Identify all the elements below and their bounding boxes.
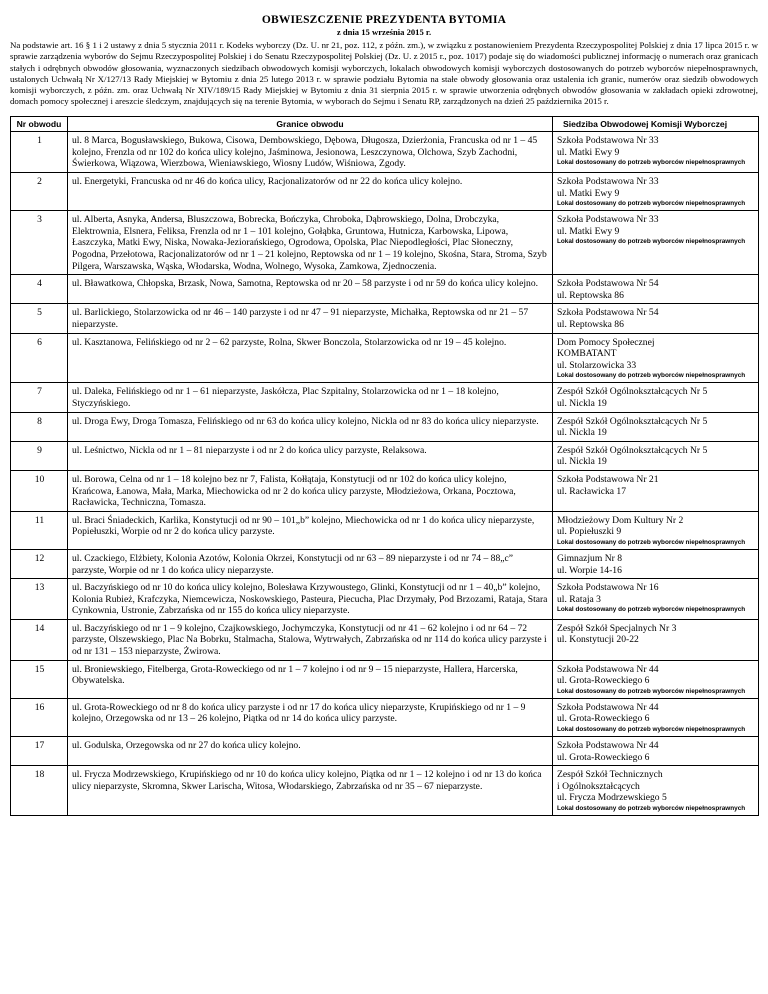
commission-seat	[553, 698, 759, 736]
commission-seat-address: Zespół Szkół Ogólnokształcących Nr 5 ul. Nickla 19	[557, 444, 708, 468]
accessibility-note: Lokal dostosowany do potrzeb wyborców niepełnosprawnych	[557, 726, 746, 734]
district-number: 15	[11, 660, 68, 698]
district-boundaries: ul. Broniewskiego, Fitelberga, Grota-Roweckiego od nr 1 – 7 kolejno i od nr 9 – 15 nieparzyste, Hallera, Harcerska, Obywatelska.	[68, 660, 553, 698]
district-number: 13	[11, 579, 68, 620]
commission-seat-address: Zespół Szkół Technicznych i Ogólnokształcących ul. Frycza Modrzewskiego 5	[557, 769, 667, 804]
accessibility-note: Lokal dostosowany do potrzeb wyborców niepełnosprawnych	[557, 372, 746, 380]
commission-seat	[553, 441, 759, 470]
district-boundaries: ul. Barlickiego, Stolarzowicka od nr 46 – 140 parzyste i od nr 47 – 91 nieparzyste, Michałka, Reptowska od nr 21 – 57 nieparzyste.	[68, 304, 553, 333]
district-boundaries: ul. Frycza Modrzewskiego, Krupińskiego od nr 10 do końca ulicy kolejno, Piątka od nr 1 – 12 kolejno i od nr 13 do końca ulicy nieparzyste, Skromna, Skwer Larischa, Witosa, Włodarskiego, Zabrzańska od nr 35 – 67 nieparzyste.	[68, 766, 553, 816]
commission-seat-address: Szkoła Podstawowa Nr 44 ul. Grota-Roweckiego 6	[557, 740, 659, 763]
district-number: 14	[11, 619, 68, 660]
table-row	[11, 173, 759, 211]
commission-seat	[553, 660, 759, 698]
district-boundaries: ul. Grota-Roweckiego od nr 8 do końca ulicy parzyste i od nr 17 do końca ulicy nieparzyste, Krupińskiego od nr 1 – 9 kolejno, Orzegowska od nr 13 – 26 kolejno, Piątka od nr 14 do końca ulicy parzyste.	[68, 698, 553, 736]
commission-seat-address: Zespół Szkół Specjalnych Nr 3 ul. Konstytucji 20-22	[557, 622, 677, 646]
district-boundaries: ul. Czackiego, Elżbiety, Kolonia Azotów, Kolonia Okrzei, Konstytucji od nr 63 – 89 nieparzyste i od nr 74 – 88„c” parzyste, Worpie od nr 1 do końca ulicy nieparzyste.	[68, 549, 553, 578]
commission-seat	[553, 766, 759, 816]
commission-seat	[553, 132, 759, 173]
commission-seat	[553, 579, 759, 620]
district-number: 10	[11, 470, 68, 511]
district-boundaries: ul. 8 Marca, Bogusławskiego, Bukowa, Cisowa, Dembowskiego, Dębowa, Długosza, Dzierżonia, Francuska od nr 1 – 45 kolejno, Frenzla od nr 102 do końca ulicy kolejno, Jaśminowa, Jesionowa, Leszczynowa, Olchowa, Szyb Zachodni, Świerkowa, Wiązowa, Wierzbowa, Wieniawskiego, Wiosny Ludów, Wiśniowa, Zgody.	[68, 132, 553, 173]
accessibility-note: Lokal dostosowany do potrzeb wyborców niepełnosprawnych	[557, 200, 746, 208]
district-number: 4	[11, 275, 68, 304]
commission-seat-address: Gimnazjum Nr 8 ul. Worpie 14-16	[557, 552, 623, 576]
accessibility-note: Lokal dostosowany do potrzeb wyborców niepełnosprawnych	[557, 238, 746, 246]
district-number: 17	[11, 737, 68, 766]
table-row	[11, 737, 759, 766]
district-boundaries: ul. Droga Ewy, Droga Tomasza, Felińskiego od nr 63 do końca ulicy kolejno, Nickla od nr 83 do końca ulicy nieparzyste.	[68, 412, 553, 441]
intro-paragraph: Na podstawie art. 16 § 1 i 2 ustawy z dnia 5 stycznia 2011 r. Kodeks wyborczy (Dz. U. nr 21, poz. 112, z późn. zm.), w związku z postanowieniem Prezydenta Rzeczypospolitej Polskiej z dnia 17 lipca 2015 r. w sprawie zarządzenia wyborów do Sejmu Rzeczypospolitej Polskiej i do Senatu Rzeczypospolitej Polskiej (Dz. U. z 2015 r., poz. 1017) podaje się do wiadomości publicznej informację o numerach oraz granicach stałych i odrębnych obwodów głosowania, wyznaczonych siedzibach obwodowych komisji wyborczych, lokalach obwodowych komisji wyborczych dostosowanych do potrzeb wyborców niepełnosprawnych, ustalonych Uchwałą Nr X/127/13 Rady Miejskiej w Bytomiu z dnia 25 lutego 2013 r. w sprawie podziału Bytomia na stałe obwody głosowania oraz ustalenia ich granic, numerów oraz siedzib obwodowych komisji wyborczych, z późn. zm. oraz Uchwałą Nr XIV/189/15 Rady Miejskiej w Bytomiu z dnia 31 sierpnia 2015 r. w sprawie utworzenia odrębnych obwodów głosowania w zakładach opieki zdrowotnej, domach pomocy społecznej i areszcie śledczym, znajdujących się na terenie Bytomia, w wyborach do Sejmu i Senatu RP, zarządzonych na dzień 25 października 2015 r.	[10, 40, 758, 107]
district-number: 18	[11, 766, 68, 816]
district-boundaries: ul. Baczyńskiego od nr 1 – 9 kolejno, Czajkowskiego, Jochymczyka, Konstytucji od nr 41 – 62 kolejno i od nr 64 – 72 parzyste, Olszewskiego, Plac Na Bobrku, Stalmacha, Stalowa, Wytrwałych, Zabrzańska od nr 114 do końca ulicy parzyste i od nr 131 – 153 nieparzyste, Żwirowa.	[68, 619, 553, 660]
document-title: OBWIESZCZENIE PREZYDENTA BYTOMIA	[261, 14, 507, 26]
accessibility-note: Lokal dostosowany do potrzeb wyborców niepełnosprawnych	[557, 687, 746, 695]
table-row	[11, 304, 759, 333]
accessibility-note: Lokal dostosowany do potrzeb wyborców niepełnosprawnych	[557, 538, 746, 546]
district-boundaries: ul. Alberta, Asnyka, Andersa, Bluszczowa, Bobrecka, Bończyka, Chroboka, Dąbrowskiego, Dolna, Drobczyka, Elektrownia, Elsnera, Feliksa, Frenzla od nr 1 – 101 kolejno, Gołąbka, Gruntowa, Hutnicza, Karbowska, Lipowa, Łaszczyka, Matki Ewy, Niska, Nowaka-Jeziorańskiego, Ogrodowa, Opolska, Plac Niepodległości, Plac Słoneczny, Pogodna, Przełotowa, Racjonalizatorów od nr 1 – 21 kolejno, Reptowska od nr 1 – 19 kolejno, Skośna, Stara, Stroma, Szyb Pilgera, Warszawska, Wąska, Włodarska, Wodna, Wolnego, Wysoka, Zamkowa, Zjednoczenia.	[68, 211, 553, 275]
commission-seat	[553, 383, 759, 412]
table-row	[11, 660, 759, 698]
commission-seat	[553, 549, 759, 578]
district-number: 3	[11, 211, 68, 275]
district-number: 5	[11, 304, 68, 333]
table-row	[11, 412, 759, 441]
table-row	[11, 132, 759, 173]
district-boundaries: ul. Kasztanowa, Felińskiego od nr 2 – 62 parzyste, Rolna, Skwer Bonczola, Stolarzowicka od nr 19 – 45 kolejno.	[68, 333, 553, 383]
district-number: 6	[11, 333, 68, 383]
commission-seat-address: Szkoła Podstawowa Nr 44 ul. Grota-Roweckiego 6	[557, 663, 659, 687]
header-siedziba: Siedziba Obwodowej Komisji Wyborczej	[553, 116, 759, 132]
commission-seat	[553, 412, 759, 441]
accessibility-note: Lokal dostosowany do potrzeb wyborców niepełnosprawnych	[557, 159, 746, 167]
commission-seat	[553, 511, 759, 549]
district-number: 7	[11, 383, 68, 412]
district-boundaries: ul. Daleka, Felińskiego od nr 1 – 61 nieparzyste, Jaskółcza, Plac Szpitalny, Stolarzowicka od nr 1 – 18 kolejno, Styczyńskiego.	[68, 383, 553, 412]
table-row	[11, 333, 759, 383]
commission-seat-address: Młodzieżowy Dom Kultury Nr 2 ul. Popiełuszki 9	[557, 514, 684, 538]
district-boundaries: ul. Borowa, Celna od nr 1 – 18 kolejno bez nr 7, Falista, Kołłątaja, Konstytucji od nr 102 do końca ulicy kolejno, Krańcowa, Łanowa, Mała, Marka, Miechowicka od nr 2 do końca ulicy parzyste, Młodzieżowa, Orkana, Pocztowa, Racławicka, Techniczna, Tomasza.	[68, 470, 553, 511]
district-boundaries: ul. Godulska, Orzegowska od nr 27 do końca ulicy kolejno.	[68, 737, 553, 766]
district-boundaries: ul. Baczyńskiego od nr 10 do końca ulicy kolejno, Bolesława Krzywoustego, Glinki, Konstytucji od nr 1 – 40„b” kolejno, Kolonia Rubież, Krafczyka, Niemcewicza, Noskowskiego, Pasteura, Piecucha, Plac Drzymały, Pod Brzozami, Rataja, Stara Cynkownia, Ustronie, Zabrzańska od nr 155 do końca ulicy nieparzyste.	[68, 579, 553, 620]
commission-seat-address: Szkoła Podstawowa Nr 33 ul. Matki Ewy 9	[557, 214, 659, 237]
commission-seat-address: Dom Pomocy Społecznej KOMBATANT ul. Stolarzowicka 33	[557, 336, 655, 371]
commission-seat-address: Szkoła Podstawowa Nr 54 ul. Reptowska 86	[557, 278, 659, 301]
district-number: 11	[11, 511, 68, 549]
table-row	[11, 211, 759, 275]
district-boundaries: ul. Energetyki, Francuska od nr 46 do końca ulicy, Racjonalizatorów od nr 22 do końca ulicy kolejno.	[68, 173, 553, 211]
district-boundaries: ul. Braci Śniadeckich, Karlika, Konstytucji od nr 90 – 101„b” kolejno, Miechowicka od nr 1 do końca ulicy nieparzyste, Popiełuszki, Worpie od nr 2 do końca ulicy parzyste.	[68, 511, 553, 549]
commission-seat	[553, 333, 759, 383]
table-row	[11, 698, 759, 736]
commission-seat-address: Szkoła Podstawowa Nr 16 ul. Rataja 3	[557, 582, 659, 605]
table-row	[11, 549, 759, 578]
header-granice: Granice obwodu	[68, 116, 553, 132]
table-row	[11, 275, 759, 304]
commission-seat	[553, 470, 759, 511]
table-row	[11, 511, 759, 549]
district-number: 16	[11, 698, 68, 736]
accessibility-note: Lokal dostosowany do potrzeb wyborców niepełnosprawnych	[557, 805, 746, 812]
commission-seat-address: Szkoła Podstawowa Nr 33 ul. Matki Ewy 9	[557, 176, 659, 199]
commission-seat	[553, 173, 759, 211]
commission-seat	[553, 211, 759, 275]
district-number: 8	[11, 412, 68, 441]
commission-seat-address: Zespół Szkół Ogólnokształcących Nr 5 ul. Nickla 19	[557, 386, 708, 409]
commission-seat	[553, 619, 759, 660]
table-row	[11, 579, 759, 620]
commission-seat-address: Szkoła Podstawowa Nr 33 ul. Matki Ewy 9	[557, 135, 659, 158]
table-row	[11, 441, 759, 470]
commission-seat	[553, 304, 759, 333]
table-row	[11, 383, 759, 412]
district-number: 2	[11, 173, 68, 211]
accessibility-note: Lokal dostosowany do potrzeb wyborców niepełnosprawnych	[557, 606, 746, 614]
document-date: z dnia 15 września 2015 r.	[336, 27, 432, 37]
district-boundaries: ul. Bławatkowa, Chłopska, Brzask, Nowa, Samotna, Reptowska od nr 20 – 58 parzyste i od nr 59 do końca ulicy kolejno.	[68, 275, 553, 304]
district-number: 1	[11, 132, 68, 173]
commission-seat-address: Zespół Szkół Ogólnokształcących Nr 5 ul. Nickla 19	[557, 415, 708, 439]
district-number: 12	[11, 549, 68, 578]
commission-seat	[553, 737, 759, 766]
commission-seat	[553, 275, 759, 304]
table-row	[11, 619, 759, 660]
table-row	[11, 470, 759, 511]
table-header-row	[11, 116, 759, 132]
district-number: 9	[11, 441, 68, 470]
table-body	[11, 132, 759, 816]
district-boundaries: ul. Leśnictwo, Nickla od nr 1 – 81 nieparzyste i od nr 2 do końca ulicy parzyste, Relaksowa.	[68, 441, 553, 470]
commission-seat-address: Szkoła Podstawowa Nr 44 ul. Grota-Roweckiego 6	[557, 701, 659, 725]
commission-seat-address: Szkoła Podstawowa Nr 54 ul. Reptowska 86	[557, 307, 659, 330]
header-nr: Nr obwodu	[11, 116, 68, 132]
commission-seat-address: Szkoła Podstawowa Nr 21 ul. Racławicka 17	[557, 473, 659, 497]
table-row	[11, 766, 759, 816]
districts-table	[10, 116, 759, 816]
